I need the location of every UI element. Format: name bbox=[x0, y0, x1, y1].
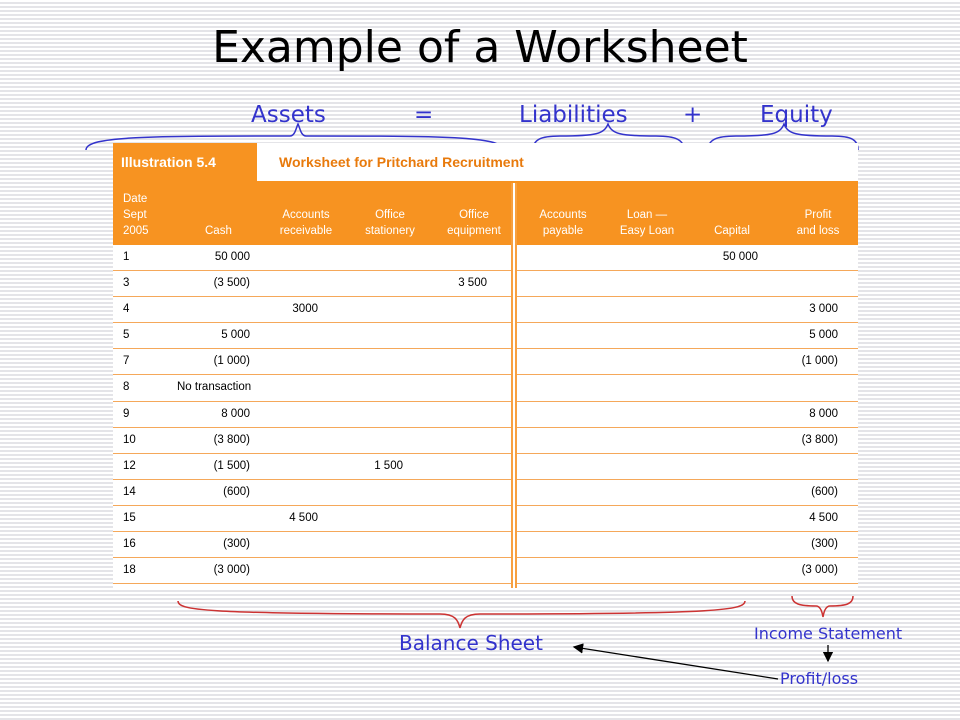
cell-profit-and-loss: (1 000) bbox=[801, 355, 838, 368]
worksheet-illustration bbox=[113, 143, 858, 588]
cell-office-stationery: 1 500 bbox=[374, 459, 403, 472]
liabilities-label: Liabilities bbox=[519, 102, 628, 128]
table-row bbox=[113, 532, 858, 558]
cell-office-equipment: 3 500 bbox=[458, 277, 487, 290]
table-row bbox=[113, 428, 858, 454]
cell-date: 7 bbox=[123, 355, 130, 368]
cell-cash: (3 500) bbox=[213, 277, 250, 290]
cell-accounts-receivable: 4 500 bbox=[289, 511, 318, 524]
cell-profit-and-loss: (600) bbox=[811, 485, 838, 498]
cell-date: 15 bbox=[123, 511, 136, 524]
illustration-tag: Illustration 5.4 bbox=[113, 143, 257, 181]
plus-sign: + bbox=[683, 102, 703, 128]
cell-date: 14 bbox=[123, 485, 136, 498]
cell-date: 8 bbox=[123, 381, 130, 394]
cell-cash: (3 000) bbox=[213, 564, 250, 577]
col-accounts-receivable: Accounts receivable bbox=[279, 209, 333, 237]
cell-date: 1 bbox=[123, 251, 130, 263]
col-office-stationery: Office stationery bbox=[365, 209, 415, 237]
table-row bbox=[113, 297, 858, 323]
cell-profit-and-loss: (3 000) bbox=[801, 564, 838, 577]
column-divider bbox=[511, 183, 517, 588]
table-row bbox=[113, 323, 858, 349]
cell-date: 9 bbox=[123, 407, 130, 420]
table-row bbox=[113, 506, 858, 532]
col-office-equipment: Office equipment bbox=[447, 209, 501, 237]
balance-sheet-brace bbox=[178, 601, 745, 628]
cell-profit-and-loss: (3 800) bbox=[801, 433, 838, 446]
cell-cash: (300) bbox=[223, 538, 250, 551]
cell-date: 12 bbox=[123, 459, 136, 472]
cell-date: 4 bbox=[123, 303, 130, 316]
slide-title: Example of a Worksheet bbox=[212, 22, 748, 73]
col-date: Date Sept 2005 bbox=[123, 193, 149, 237]
cell-note: No transaction bbox=[177, 381, 252, 394]
income-statement-brace bbox=[792, 596, 853, 617]
table-row bbox=[113, 480, 858, 506]
cell-cash: (600) bbox=[223, 485, 250, 498]
cell-cash: 8 000 bbox=[221, 407, 250, 420]
cell-date: 16 bbox=[123, 538, 136, 551]
cell-cash: (1 000) bbox=[213, 355, 250, 368]
table-row bbox=[113, 245, 858, 271]
table-row bbox=[113, 375, 858, 401]
cell-date: 10 bbox=[123, 433, 136, 446]
col-cash: Cash bbox=[205, 225, 232, 237]
equals-sign: = bbox=[414, 102, 434, 128]
profit-loss-label: Profit/loss bbox=[780, 669, 859, 688]
cell-date: 5 bbox=[123, 329, 130, 342]
cell-cash: (1 500) bbox=[213, 459, 250, 472]
worksheet-title: Worksheet for Pritchard Recruitment bbox=[279, 154, 524, 170]
cell-capital: 50 000 bbox=[722, 251, 758, 263]
cell-date: 18 bbox=[123, 564, 136, 577]
table-row bbox=[113, 271, 858, 297]
cell-profit-and-loss: 4 500 bbox=[809, 511, 838, 524]
col-profit-and-loss: Profit and loss bbox=[796, 209, 840, 237]
table-row bbox=[113, 454, 858, 480]
col-accounts-payable: Accounts payable bbox=[539, 209, 587, 237]
table-row bbox=[113, 402, 858, 428]
table-row bbox=[113, 558, 858, 584]
table-row bbox=[113, 349, 858, 375]
cell-profit-and-loss: 5 000 bbox=[809, 329, 838, 342]
cell-cash: (3 800) bbox=[213, 433, 250, 446]
col-loan: Loan — Easy Loan bbox=[619, 209, 675, 237]
assets-label: Assets bbox=[251, 102, 326, 128]
col-capital: Capital bbox=[714, 225, 750, 237]
equity-label: Equity bbox=[760, 102, 833, 128]
arrow-to-balance-sheet bbox=[574, 647, 778, 679]
column-headers bbox=[113, 183, 858, 245]
cell-profit-and-loss: 8 000 bbox=[809, 407, 838, 420]
income-statement-label: Income Statement bbox=[754, 624, 903, 643]
cell-cash: 50 000 bbox=[214, 251, 250, 263]
cell-profit-and-loss: 3 000 bbox=[809, 303, 838, 316]
worksheet-header bbox=[113, 143, 858, 181]
worksheet-rows bbox=[113, 245, 858, 584]
cell-date: 3 bbox=[123, 277, 130, 290]
balance-sheet-label: Balance Sheet bbox=[399, 631, 543, 655]
cell-profit-and-loss: (300) bbox=[811, 538, 838, 551]
cell-accounts-receivable: 3000 bbox=[292, 303, 318, 316]
cell-cash: 5 000 bbox=[221, 329, 250, 342]
